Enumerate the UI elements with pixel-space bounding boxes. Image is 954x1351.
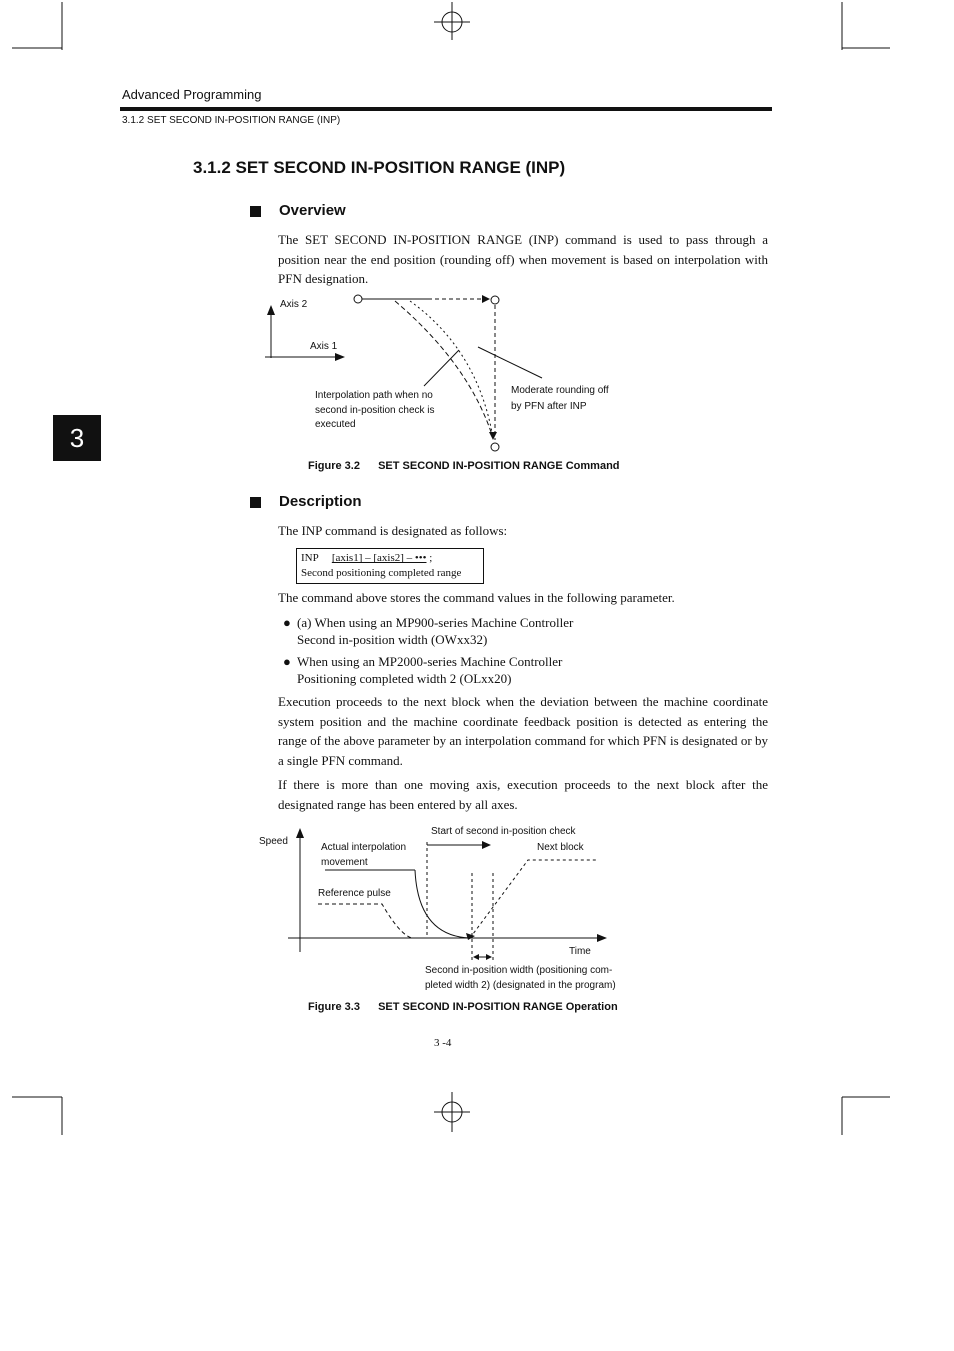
note-right-line1: Moderate rounding off (511, 385, 609, 396)
figure-3-3-title: SET SECOND IN-POSITION RANGE Operation (378, 1001, 618, 1013)
overview-text: The SET SECOND IN-POSITION RANGE (INP) command is used to pass through a position near the end position (rounding off) when movement is based on interpolation with PFN designation. (278, 232, 768, 286)
bullet-mp900-line1: (a) When using an MP900-series Machine Controller (297, 615, 574, 630)
figure-3-2-number: Figure 3.2 (308, 460, 360, 472)
speed-label: Speed (259, 836, 288, 847)
note-left-line2: second in-position check is (315, 404, 435, 416)
note-left-line3: executed (315, 419, 356, 430)
actual-movement-line1: Actual interpolation (321, 842, 407, 853)
actual-movement-curve (415, 870, 470, 938)
description-intro: The INP command is designated as follows: (278, 523, 508, 538)
time-label: Time (569, 946, 591, 957)
reference-pulse-line (318, 904, 412, 938)
bullet-dot: ● (283, 615, 291, 630)
axis1-label: Axis 1 (310, 341, 338, 352)
actual-movement-line2: movement (321, 856, 368, 868)
figure-3-3-number: Figure 3.3 (308, 1001, 360, 1013)
next-block-line (470, 860, 598, 938)
stores-text: The command above stores the command values in the following parameter. (278, 590, 675, 605)
axis2-label: Axis 2 (280, 299, 308, 310)
multi-axis-paragraph: If there is more than one moving axis, execution proceeds to the next block after the designated range has been entered by all axes. (278, 777, 768, 812)
bullet-mp900-line2: Second in-position width (OWxx32) (297, 632, 488, 647)
start-check-label: Start of second in-position check (431, 826, 576, 837)
figure-3-2-title: SET SECOND IN-POSITION RANGE Command (378, 460, 620, 472)
width-note-line2: pleted width 2) (designated in the program) (425, 979, 616, 991)
chapter-tab-number: 3 (69, 423, 85, 453)
width-note (425, 964, 616, 993)
note-left-line1: Interpolation path when no (315, 390, 433, 401)
description-heading: Description (279, 493, 362, 510)
cmd-keyword: INP (301, 552, 319, 564)
section-ref: 3.1.2 SET SECOND IN-POSITION RANGE (INP) (122, 115, 341, 126)
section-title: 3.1.2 SET SECOND IN-POSITION RANGE (INP) (193, 158, 566, 177)
reference-pulse-label: Reference pulse (318, 888, 391, 899)
bullet-dot: ● (283, 654, 291, 669)
page-number: 3 -4 (434, 1037, 452, 1049)
cmd-note: Second positioning completed range (301, 567, 462, 579)
execution-paragraph: Execution proceeds to the next block when the deviation between the machine coordinate system position and the machine coordinate feedback position is detected as entering the range of the above parameter by an interpolation command for which PFN is designated or by a single PFN command. (278, 694, 768, 768)
figure-3-3-caption (308, 1001, 618, 1013)
overview-heading: Overview (279, 202, 346, 219)
next-block-label: Next block (537, 842, 584, 853)
chapter-title: Advanced Programming (122, 87, 262, 102)
bullet-mp2000-line1: When using an MP2000-series Machine Controller (297, 654, 563, 669)
cmd-terminator: ; (429, 552, 433, 564)
cmd-args: [axis1] – [axis2] – ••• (331, 552, 427, 564)
width-note-line1: Second in-position width (positioning com- (425, 965, 613, 976)
actual-movement-label (321, 841, 406, 870)
bullet-mp2000-line2: Positioning completed width 2 (OLxx20) (297, 671, 512, 686)
note-right-line2: by PFN after INP (511, 401, 587, 412)
